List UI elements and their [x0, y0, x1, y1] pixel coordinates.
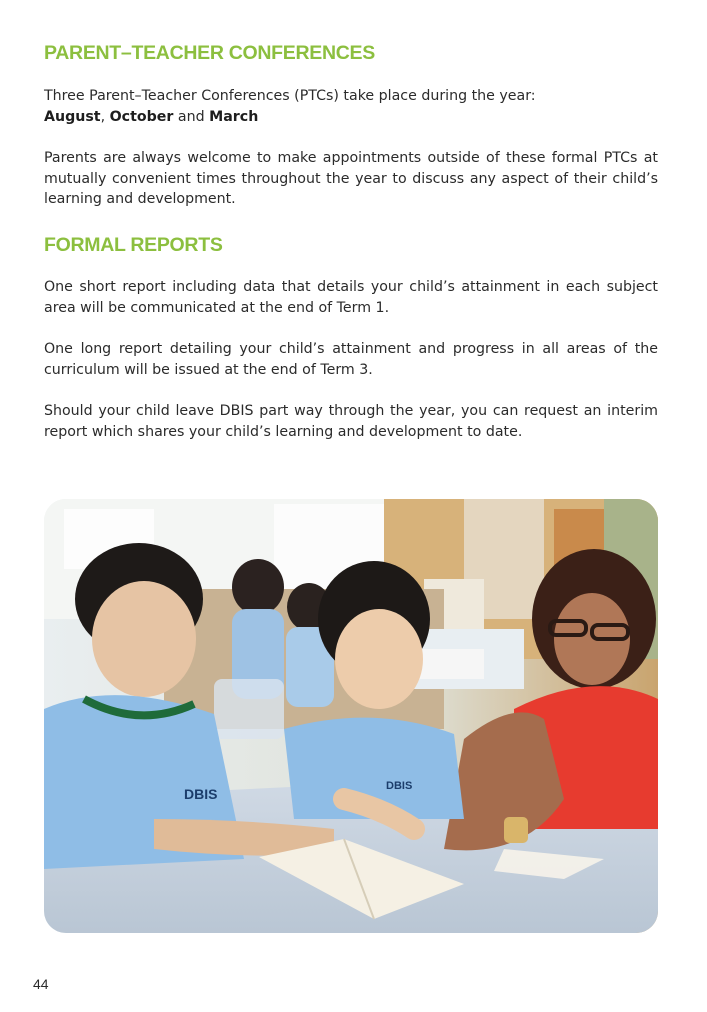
boy-shirt-logo: DBIS: [184, 786, 218, 802]
month-separator-2: and: [173, 108, 210, 125]
ptc-intro: [44, 86, 658, 127]
long-report-paragraph: One long report detailing your child’s attainment and progress in all areas of the curriculum will be issued at the end of Term 3.: [44, 341, 658, 378]
girl-shirt-logo: DBIS: [386, 780, 413, 792]
short-report-paragraph: One short report including data that details your child’s attainment in each subject area will be communicated at the end of Term 1.: [44, 279, 658, 316]
ptc-intro-text: Three Parent–Teacher Conferences (PTCs) take place during the year:: [44, 88, 536, 104]
ptc-appointments-paragraph: Parents are always welcome to make appointments outside of these formal PTCs at mutually convenient times throughout the year to discuss any aspect of their child’s learning and development.: [44, 150, 658, 207]
month-august: August: [44, 108, 101, 125]
classroom-photo: [44, 499, 658, 933]
formal-reports-heading: FORMAL REPORTS: [44, 234, 223, 256]
month-separator-1: ,: [100, 108, 110, 125]
classroom-illustration: [44, 499, 658, 933]
ptc-heading: PARENT–TEACHER CONFERENCES: [44, 42, 375, 64]
interim-report-paragraph: Should your child leave DBIS part way through the year, you can request an interim report which shares your child’s learning and development to date.: [44, 403, 658, 440]
month-october: October: [109, 108, 174, 125]
month-march: March: [209, 108, 259, 125]
page-number: 44: [33, 976, 49, 992]
